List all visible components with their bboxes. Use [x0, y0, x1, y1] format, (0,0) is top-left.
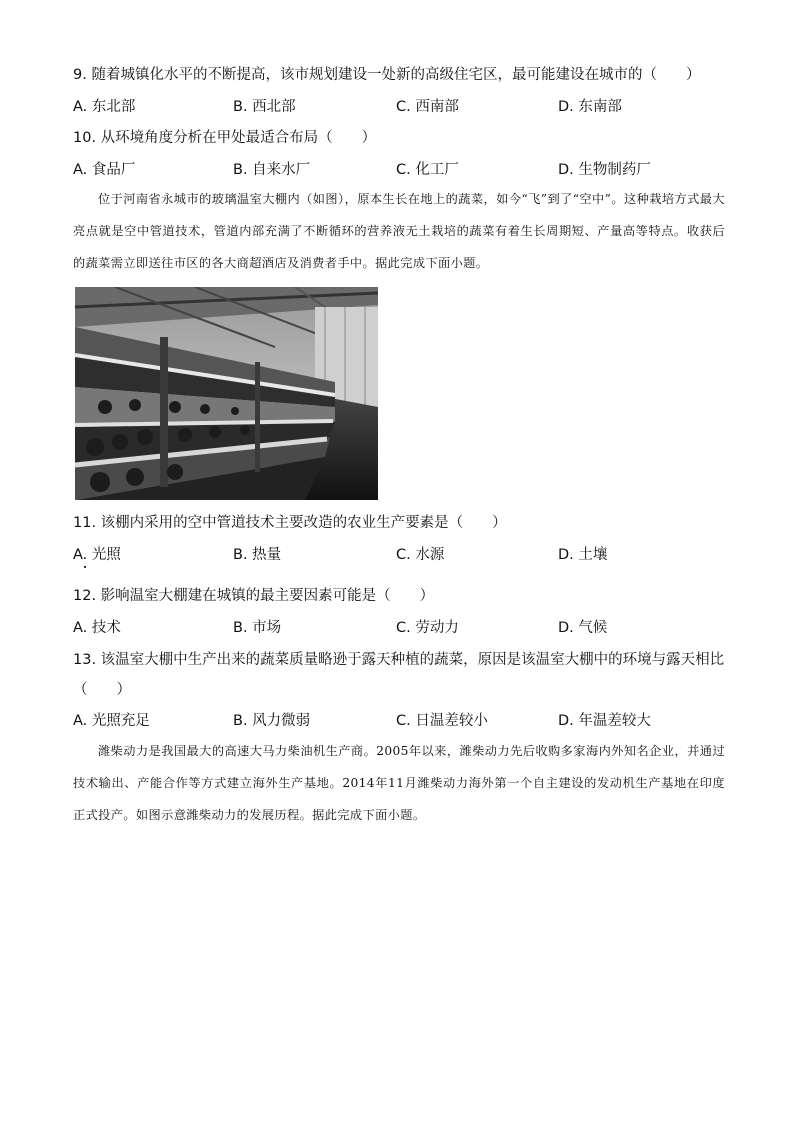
option-c[interactable]: C. 化工厂: [396, 162, 459, 178]
option-a[interactable]: A. 光照: [73, 547, 121, 563]
option-a[interactable]: A. 食品厂: [73, 162, 136, 178]
option-b[interactable]: B. 自来水厂: [233, 162, 311, 178]
question-13-options: [73, 711, 733, 731]
greenhouse-photo-image: [75, 287, 378, 500]
option-d[interactable]: D. 气候: [558, 620, 608, 636]
option-c[interactable]: C. 劳动力: [396, 620, 459, 636]
question-text: 该棚内采用的空中管道技术主要改造的农业生产要素是（ ）: [100, 515, 507, 531]
option-c[interactable]: C. 日温差较小: [396, 713, 488, 729]
option-a[interactable]: A. 光照充足: [73, 713, 150, 729]
question-number: 13.: [73, 652, 97, 668]
option-c[interactable]: C. 西南部: [396, 99, 459, 115]
question-text: 随着城镇化水平的不断提高，该市规划建设一处新的高级住宅区，最可能建设在城市的（ ）: [91, 67, 701, 83]
question-number: 11.: [73, 515, 97, 531]
option-d[interactable]: D. 年温差较大: [558, 713, 651, 729]
option-b[interactable]: B. 风力微弱: [233, 713, 311, 729]
question-number: 9.: [73, 67, 87, 83]
option-d[interactable]: D. 东南部: [558, 99, 622, 115]
stray-mark: [84, 566, 86, 568]
question-11-stem: [73, 513, 507, 533]
question-10-options: [73, 160, 733, 180]
question-text: 影响温室大棚建在城镇的最主要因素可能是（ ）: [100, 588, 435, 604]
option-b[interactable]: B. 西北部: [233, 99, 296, 115]
option-a[interactable]: A. 东北部: [73, 99, 136, 115]
option-b[interactable]: B. 热量: [233, 547, 282, 563]
question-9-options: [73, 97, 733, 117]
option-d[interactable]: D. 生物制药厂: [558, 162, 651, 178]
question-number: 12.: [73, 588, 97, 604]
passage-weichai: 潍柴动力是我国最大的高速大马力柴油机生产商。2005年以来，潍柴动力先后收购多家海内外知名企业，并通过技术输出、产能合作等方式建立海外生产基地。2014年11月潍柴动力海外第一个自主建设的发动机生产基地在印度正式投产。如图示意潍柴动力的发展历程。据此完成下面小题。: [73, 744, 725, 822]
option-c[interactable]: C. 水源: [396, 547, 445, 563]
greenhouse-photo: [75, 287, 378, 500]
question-13-paren: （ ）: [73, 682, 131, 698]
option-d[interactable]: D. 土壤: [558, 547, 608, 563]
question-12-options: [73, 618, 733, 638]
option-b[interactable]: B. 市场: [233, 620, 282, 636]
question-text: 从环境角度分析在甲处最适合布局（ ）: [100, 130, 377, 146]
question-11-options: [73, 545, 733, 565]
question-12-stem: [73, 586, 434, 606]
question-9-stem: [73, 65, 700, 85]
option-a[interactable]: A. 技术: [73, 620, 121, 636]
question-text: 该温室大棚中生产出来的蔬菜质量略逊于露天种植的蔬菜，原因是该温室大棚中的环境与露天相比: [100, 652, 725, 668]
passage-greenhouse: 位于河南省永城市的玻璃温室大棚内（如图），原本生长在地上的蔬菜，如今“飞”到了“空中”。这种栽培方式最大亮点就是空中管道技术，管道内部充满了不断循环的营养液无土栽培的蔬菜有着生长周期短、产量高等特点。收获后的蔬菜需立即送往市区的各大商超酒店及消费者手中。据此完成下面小题。: [73, 192, 725, 270]
question-number: 10.: [73, 130, 97, 146]
question-13-stem: [73, 650, 724, 670]
question-10-stem: [73, 128, 376, 148]
